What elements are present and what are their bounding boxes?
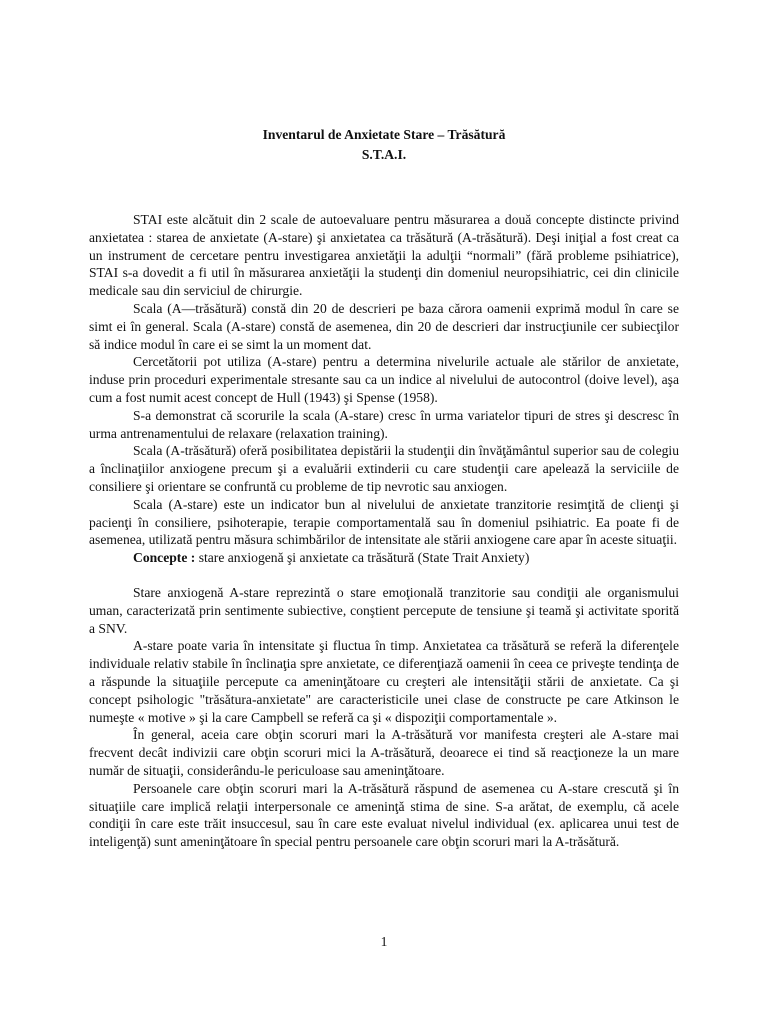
paragraph-stai-intro: STAI este alcătuit din 2 scale de autoevaluare pentru măsurarea a două concepte distincte privind anxietatea : starea de anxietate (A-stare) şi anxietatea ca trăsătură (A-trăsătură). Deşi iniţial a fost creat ca un instrument de cercetare pentru investigarea anxietăţii la adulţii “normali” (fără probleme psihiatrice), STAI s-a dovedit a fi util în măsurarea anxietăţii la studenţi din domeniul neuropsihiatric, cei din clinicile medicale sau din serviciul de chirurgie. (89, 212, 679, 299)
paragraph-scala-trasatura-studenti: Scala (A-trăsătură) oferă posibilitatea depistării la studenţii din învăţământul superior sau de colegiu a înclinaţiilor anxiogene precum şi a evaluării extinderii cu care studenţii care apelează la serviciile de consiliere şi orientare se confruntă cu probleme de tip nevrotic sau anxiogen. (89, 443, 679, 494)
paragraph-in-general: În general, aceia care obţin scoruri mari la A-trăsătură vor manifesta creşteri ale A-stare mai frecvent decât indivizii care obţin scoruri mici la A-trăsătură, deoarece ei tind să reacţioneze la un mare număr de situaţii, considerându-le periculoase sau ameninţătoare. (89, 727, 679, 778)
concepts-line (89, 549, 679, 567)
paragraph-cercetatorii: Cercetătorii pot utiliza (A-stare) pentru a determina nivelurile actuale ale stărilor de anxietate, induse prin proceduri experimentale stresante sau ca un indice al nivelului de autocontrol (doive level), aşa cum a fost numit acest concept de Hull (1943) şi Spense (1958). (89, 354, 679, 405)
title-line-abbrev: S.T.A.I. (361, 147, 407, 162)
paragraph-scala-trasatura: Scala (A—trăsătură) constă din 20 de descrieri pe baza cărora oamenii exprimă modul în care se simt ei în general. Scala (A-stare) constă de asemenea, din 20 de descrieri dar instrucţiunile cer subiecţilor să indice modul în care ei se simt la un moment dat. (89, 300, 679, 352)
paragraph-demonstrat: S-a demonstrat că scorurile la scala (A-stare) cresc în urma variatelor tipuri de stres şi descresc în urma antrenamentului de relaxare (relaxation training). (89, 407, 679, 441)
paragraph-stare-anxiogena: Stare anxiogenă A-stare reprezintă o stare emoţională tranzitorie sau condiţii ale organismului uman, caracterizată prin sentimente subiective, conştient percepute de tensiune şi teamă şi activitate sporită a SNV. (89, 584, 679, 636)
concepts-label: Concepte : (133, 550, 196, 566)
title-line-main: Inventarul de Anxietate Stare – Trăsătură (262, 127, 506, 142)
paragraph-a-stare-variatie: A-stare poate varia în intensitate şi fluctua în timp. Anxietatea ca trăsătură se referă la diferenţele individuale relativ stabile în înclinaţia spre anxietate, ce diferenţiază oamenii în ceea ce priveşte tendinţa de a răspunde la situaţiile percepute ca ameninţătoare cu creşteri ale intensităţii stării de anxietate. Ca şi concept psihologic "trăsătura-anxietate" are caracteristicile unei clase de constructe pe care Atkinson le numeşte « motive » şi la care Campbell se referă ca şi « dispoziţii comportamentale ». (89, 638, 679, 725)
document-body (89, 211, 679, 851)
paragraph-scala-stare-indicator: Scala (A-stare) este un indicator bun al nivelului de anxietate tranzitorie resimţită de clienţi şi pacienţi în consiliere, psihoterapie, terapie comportamentală sau în domeniul psihiatric. Ea poate fi de asemenea, utilizată pentru măsura schimbărilor de intensitate ale stării anxiogene care apar în aceste situaţii. (89, 496, 679, 548)
document-title (0, 125, 768, 165)
paragraph-persoanele: Persoanele care obţin scoruri mari la A-trăsătură răspund de asemenea cu A-stare crescută şi în situaţiile care implică relaţii interpersonale ce ameninţă stima de sine. S-a arătat, de exemplu, că acele condiţii în care este trăit insuccesul, sau în care este evaluat nivelul individual (ex. aplicarea unui test de inteligenţă) sunt ameninţătoare în special pentru persoanele care obţin scoruri mari la A-trăsătură. (89, 780, 679, 850)
concepts-text: stare anxiogenă şi anxietate ca trăsătură (State Trait Anxiety) (195, 550, 530, 566)
page-number: 1 (380, 934, 388, 949)
